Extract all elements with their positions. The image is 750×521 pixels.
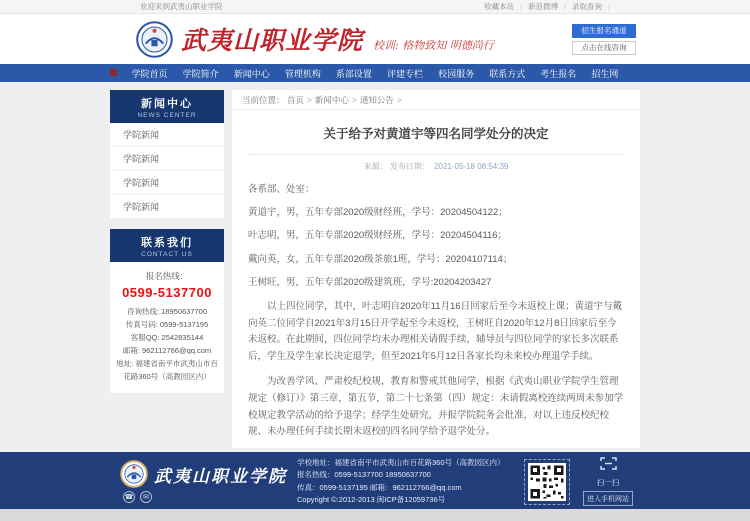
breadcrumb-separator: >: [306, 95, 312, 105]
contact-us-subtitle: CONTACT US: [141, 251, 193, 258]
footer-info-line: 报名热线：0599-5137700 18950637700: [297, 470, 431, 479]
article-body: [248, 182, 624, 448]
footer-school-name: 武夷山职业学院: [154, 466, 287, 487]
article-paragraph: 叶志明，男，五年专部2020级财经班，学号：20204504116；: [248, 230, 508, 242]
breadcrumb-separator: >: [396, 95, 402, 105]
mail-icon[interactable]: ✉: [140, 491, 152, 503]
topbar-separator: |: [564, 2, 567, 11]
article-paragraph: 为改善学风、严肃校纪校规，教育和警戒其他同学，根据《武夷山职业学院学生管理规定（修订）》第三章，第五节，第二十七条第（四）规定：未请假离校连续两周未参加学校规定教学活动的给予退学；经学生处研究，并报学院院务会批准，对以上违反校纪校规、未办理任何手续长期未返校的四名同学给予退学处分。: [248, 376, 624, 438]
nav-item[interactable]: 校园服务: [438, 68, 475, 79]
sidebar-item-news[interactable]: 学院新闻: [110, 195, 224, 219]
article-panel: [232, 90, 640, 448]
breadcrumb-link[interactable]: 首页: [286, 95, 304, 105]
sidebar-item-news[interactable]: 学院新闻: [110, 171, 224, 195]
breadcrumb-link[interactable]: 新闻中心: [314, 95, 349, 105]
article-paragraph: 黄道宇，男，五年专部2020级财经班，学号：20204504122；: [248, 207, 508, 219]
footer-info-line: 学校地址：福建省南平市武夷山市百花路360号（高教园区内）: [297, 457, 505, 467]
nav-item[interactable]: 系部设置: [335, 68, 372, 79]
breadcrumb-separator: >: [351, 95, 357, 105]
article-paragraph: 戴向英，女，五年专部2020级茶旅1班，学号：20204107114；: [248, 253, 513, 265]
top-utility-bar: [0, 0, 750, 14]
sidebar-contact-block: [110, 229, 224, 393]
sidebar-item-news[interactable]: 学院新闻: [110, 147, 224, 171]
online-consult-button[interactable]: 点击在线咨询: [572, 41, 636, 55]
topbar-separator: |: [520, 2, 523, 11]
publish-date: 2021-05-18 08:54:39: [434, 162, 509, 171]
nav-item[interactable]: 考生报名: [540, 68, 577, 79]
scan-frame-icon: [600, 457, 617, 470]
article-meta: [248, 161, 624, 172]
phone-icon[interactable]: ☎: [123, 491, 135, 503]
breadcrumb: [232, 90, 640, 110]
sidebar-item-news[interactable]: 学院新闻: [110, 123, 224, 147]
footer-info-line: Copyright ©:2012-2013 闽ICP备12059736号: [297, 495, 446, 504]
source-label: 来源：: [363, 162, 388, 171]
nav-item[interactable]: 新闻中心: [233, 68, 270, 79]
nav-items: [110, 64, 640, 82]
contact-row: 咨询热线: 18950637700: [126, 307, 208, 316]
contact-info: [110, 262, 224, 393]
nav-item[interactable]: 招生网: [591, 68, 619, 79]
dotted-divider: [248, 154, 624, 155]
main-content: [0, 90, 750, 448]
footer-brand: [120, 460, 287, 503]
nav-item[interactable]: 联系方式: [489, 68, 526, 79]
school-motto: 校训: 格物致知 明德尚行: [373, 39, 494, 52]
sidebar: [110, 90, 224, 393]
admissions-signup-button[interactable]: 招生报名通道: [572, 24, 636, 38]
article-paragraph: 以上四位同学，其中，叶志明自2020年11月16日回家后至今未返校上课；黄道宇与戴向英二位同学自2021年3月15日开学起至今未返校，王树旺自2020年12月8日回家后至今未返校。在此期间，四位同学均未办理相关请假手续，辅导员与四位同学的家长多次联系后，学生及学生家长决定退学，但至2021年5月12日各家长均未来校办理退学手续。: [248, 300, 623, 362]
breadcrumb-link[interactable]: 通知公告: [359, 95, 394, 105]
article-paragraph: 王树旺，男，五年专部2020级建筑班，学号:20204203427: [248, 276, 492, 288]
sidebar-news-block: [110, 90, 224, 219]
news-menu: [110, 123, 224, 219]
publish-date-label: 发布日期：: [389, 162, 430, 171]
footer-info: [297, 457, 514, 507]
bottom-strip: [0, 509, 750, 521]
site-header: [0, 14, 750, 64]
article-title: 关于给予对黄道宇等四名同学处分的决定: [323, 127, 549, 141]
contact-row: 地址: 福建省南平市武夷山市百花路360号（高教园区内）: [116, 359, 218, 381]
scan-label: 扫一扫: [596, 477, 620, 487]
news-center-header: [110, 90, 224, 123]
topbar-separator: |: [608, 2, 610, 11]
footer-scan-area: [580, 457, 636, 507]
contact-rows: [115, 305, 219, 383]
nav-item[interactable]: 学院简介: [182, 68, 219, 79]
footer-school-logo-icon: [120, 460, 148, 488]
contact-us-header: [110, 229, 224, 262]
article: [232, 110, 640, 448]
qr-code: [524, 459, 570, 505]
topbar-link[interactable]: 录取查询: [572, 2, 603, 11]
news-center-subtitle: NEWS CENTER: [137, 112, 197, 119]
school-logo-icon: [136, 21, 173, 58]
mobile-site-link[interactable]: 进入手机网站: [583, 491, 633, 506]
contact-row: 邮箱: 962112766@qq.com: [122, 346, 212, 355]
breadcrumb-items: [287, 95, 405, 105]
breadcrumb-label: 当前位置：: [242, 95, 285, 105]
topbar-link[interactable]: 新浪微博: [528, 2, 559, 11]
footer-info-line: 传真：0599-5137195 邮箱：962112766@qq.com: [297, 482, 462, 492]
news-center-title: 新闻中心: [141, 98, 193, 110]
hotline-label: 报名热线：: [145, 271, 189, 281]
main-navigation: [0, 64, 750, 82]
nav-item[interactable]: 学院首页: [131, 68, 168, 79]
nav-item[interactable]: 评建专栏: [387, 68, 424, 79]
hotline-number: 0599-5137700: [122, 285, 212, 300]
article-paragraph: 各系部、处室：: [248, 184, 315, 195]
contact-row: 传真号码: 0599-5137195: [125, 320, 209, 329]
nav-item[interactable]: 管理机构: [284, 68, 321, 79]
site-footer: [0, 452, 750, 509]
school-name: 武夷山职业学院: [181, 26, 364, 55]
contact-row: 客服QQ: 2542835144: [130, 333, 204, 342]
welcome-text: 欢迎来到武夷山职业学院: [140, 2, 223, 11]
topbar-link[interactable]: 收藏本站: [484, 2, 515, 11]
nav-accent-square: [110, 69, 117, 76]
topbar-links: [484, 1, 612, 12]
contact-us-title: 联系我们: [141, 237, 193, 249]
